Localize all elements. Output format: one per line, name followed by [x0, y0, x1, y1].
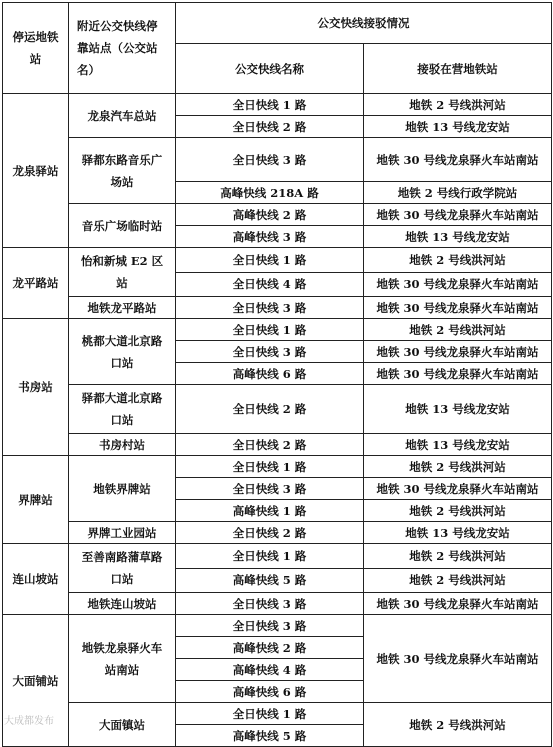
connect-cell: 地铁 30 号线龙泉驿火车站南站 — [364, 341, 552, 363]
line-cell: 全日快线 2 路 — [176, 116, 364, 138]
line-cell: 高峰快线 2 路 — [176, 204, 364, 226]
connect-cell: 地铁 2 号线洪河站 — [364, 703, 552, 747]
line-cell: 全日快线 1 路 — [176, 94, 364, 116]
header-suspended-station: 停运地铁站 — [3, 3, 69, 94]
connect-cell: 地铁 13 号线龙安站 — [364, 226, 552, 248]
stop-cell: 驿都东路音乐广场站 — [69, 138, 176, 204]
line-cell: 全日快线 2 路 — [176, 385, 364, 434]
connect-cell: 地铁 30 号线龙泉驿火车站南站 — [364, 363, 552, 385]
bus-connection-table — [2, 2, 552, 747]
connect-cell: 地铁 13 号线龙安站 — [364, 434, 552, 456]
stop-cell: 地铁龙泉驿火车站南站 — [69, 615, 176, 703]
stop-cell: 地铁界牌站 — [69, 456, 176, 522]
connect-cell: 地铁 2 号线洪河站 — [364, 500, 552, 522]
line-cell: 高峰快线 5 路 — [176, 725, 364, 747]
line-cell: 全日快线 3 路 — [176, 615, 364, 637]
connect-cell: 地铁 30 号线龙泉驿火车站南站 — [364, 478, 552, 500]
line-cell: 高峰快线 3 路 — [176, 226, 364, 248]
stop-cell: 龙泉汽车总站 — [69, 94, 176, 138]
connect-cell: 地铁 30 号线龙泉驿火车站南站 — [364, 204, 552, 226]
line-cell: 高峰快线 5 路 — [176, 568, 364, 593]
line-cell: 全日快线 3 路 — [176, 297, 364, 319]
line-cell: 高峰快线 6 路 — [176, 363, 364, 385]
station-cell: 龙泉驿站 — [3, 94, 69, 248]
station-cell: 书房站 — [3, 319, 69, 456]
connect-cell: 地铁 2 号线洪河站 — [364, 94, 552, 116]
line-cell: 高峰快线 1 路 — [176, 500, 364, 522]
header-bus-line: 公交快线名称 — [176, 44, 364, 94]
line-cell: 全日快线 1 路 — [176, 703, 364, 725]
stop-cell: 界牌工业园站 — [69, 522, 176, 544]
stop-cell: 地铁龙平路站 — [69, 297, 176, 319]
header-connection-group: 公交快线接驳情况 — [176, 3, 552, 44]
line-cell: 高峰快线 4 路 — [176, 659, 364, 681]
line-cell: 全日快线 3 路 — [176, 341, 364, 363]
line-cell: 全日快线 2 路 — [176, 522, 364, 544]
connect-cell: 地铁 13 号线龙安站 — [364, 522, 552, 544]
connect-cell: 地铁 30 号线龙泉驿火车站南站 — [364, 138, 552, 182]
connect-cell: 地铁 13 号线龙安站 — [364, 116, 552, 138]
connect-cell: 地铁 2 号线洪河站 — [364, 568, 552, 593]
line-cell: 全日快线 3 路 — [176, 593, 364, 615]
station-cell: 界牌站 — [3, 456, 69, 544]
header-nearby-stop: 附近公交快线停靠站点（公交站名） — [69, 3, 176, 94]
line-cell: 全日快线 3 路 — [176, 138, 364, 182]
connect-cell: 地铁 30 号线龙泉驿火车站南站 — [364, 593, 552, 615]
connect-cell: 地铁 2 号线行政学院站 — [364, 182, 552, 204]
station-cell: 大面铺站 — [3, 615, 69, 747]
connect-cell: 地铁 30 号线龙泉驿火车站南站 — [364, 615, 552, 703]
connect-cell: 地铁 30 号线龙泉驿火车站南站 — [364, 297, 552, 319]
connect-cell: 地铁 13 号线龙安站 — [364, 385, 552, 434]
connect-cell: 地铁 2 号线洪河站 — [364, 456, 552, 478]
connect-cell: 地铁 2 号线洪河站 — [364, 544, 552, 569]
line-cell: 全日快线 2 路 — [176, 434, 364, 456]
connect-cell: 地铁 2 号线洪河站 — [364, 248, 552, 273]
station-cell: 连山坡站 — [3, 544, 69, 615]
line-cell: 全日快线 4 路 — [176, 272, 364, 297]
stop-cell: 大面镇站 — [69, 703, 176, 747]
stop-cell: 怡和新城 E2 区站 — [69, 248, 176, 297]
line-cell: 高峰快线 2 路 — [176, 637, 364, 659]
line-cell: 全日快线 1 路 — [176, 248, 364, 273]
line-cell: 高峰快线 218A 路 — [176, 182, 364, 204]
stop-cell: 至善南路蒲草路口站 — [69, 544, 176, 593]
stop-cell: 地铁连山坡站 — [69, 593, 176, 615]
connect-cell: 地铁 2 号线洪河站 — [364, 319, 552, 341]
line-cell: 全日快线 1 路 — [176, 544, 364, 569]
stop-cell: 音乐广场临时站 — [69, 204, 176, 248]
line-cell: 全日快线 1 路 — [176, 456, 364, 478]
station-cell: 龙平路站 — [3, 248, 69, 319]
watermark: 大成都发布 — [4, 716, 54, 727]
line-cell: 高峰快线 6 路 — [176, 681, 364, 703]
header-metro-station: 接驳在营地铁站 — [364, 44, 552, 94]
stop-cell: 桃都大道北京路口站 — [69, 319, 176, 385]
connect-cell: 地铁 30 号线龙泉驿火车站南站 — [364, 272, 552, 297]
stop-cell: 驿都大道北京路口站 — [69, 385, 176, 434]
line-cell: 全日快线 3 路 — [176, 478, 364, 500]
line-cell: 全日快线 1 路 — [176, 319, 364, 341]
stop-cell: 书房村站 — [69, 434, 176, 456]
